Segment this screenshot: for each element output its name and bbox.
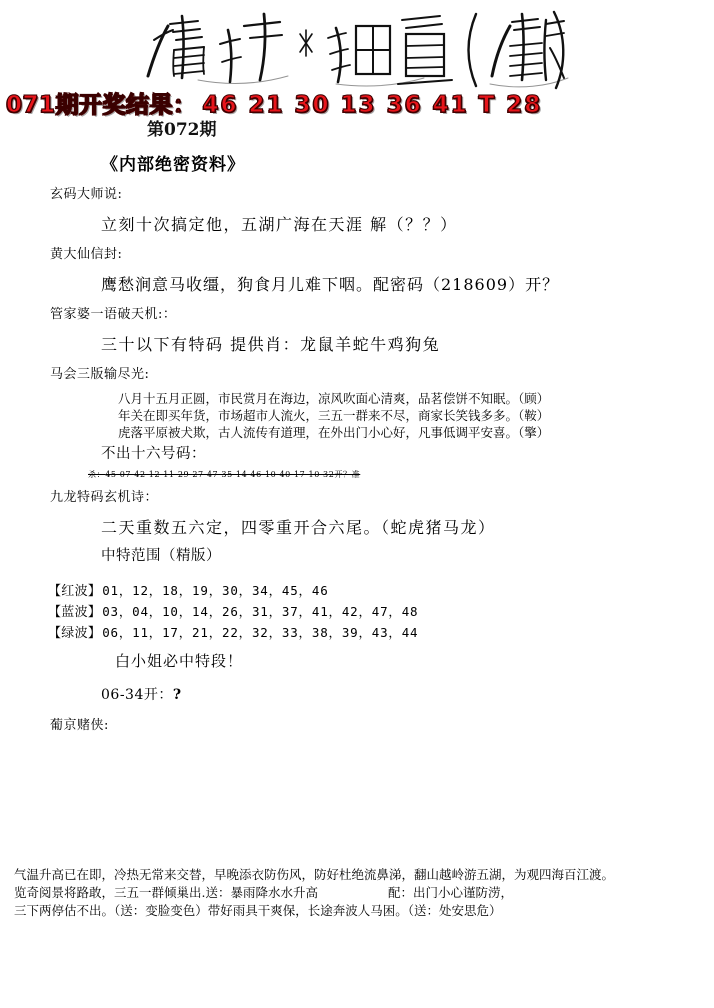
section-verse-jiulong: 二天重数五六定，四零重开合六尾。（蛇虎猪马龙） [101,518,496,537]
logo-calligraphy-icon [140,6,570,92]
footer-line-3: 三下两停估不出。（送：变脸变色）带好雨具干爽保，长途奔波人马困。（送：处安思危） [14,903,502,918]
kill-label: 杀： [88,470,106,479]
open-range-line [101,678,714,712]
section-heading-huangdaxian: 黄大仙信封: [50,247,123,262]
section-verse-xuanma: 立刻十次搞定他，五湖广海在天涯 解（？？） [101,215,458,234]
footer-line-2-wrap [14,884,714,902]
kill-numbers: 45 07 42 12 11 29 27 47 35 14 46 10 40 17 10 32 [105,470,335,479]
wave-row-green [48,623,714,644]
wave-numbers-blue: 03，04，10，14，26，31，37，41，42，47，48 [102,604,419,619]
draw-result-line [6,86,542,119]
footer-line-2-tail: 配：出门小心谨防涝， [387,885,513,900]
section-verse-guanjiapo: 三十以下有特码 提供肖：龙鼠羊蛇牛鸡狗兔 [101,335,441,354]
wave-numbers-green: 06，11，17，21，22，32，33，38，39，43，44 [102,625,419,640]
wave-row-red [48,581,714,602]
footer-line-2: 览奇阅景将路敢，三五一群倾巢出.送：暴雨降水水升高 [14,885,318,900]
jiulong-subtitle: 中特范围（精版） [101,548,221,564]
no-out-heading: 不出十六号码： [101,446,206,462]
footer-paragraph [14,866,714,920]
section-heading-xuanma: 玄码大师说: [50,187,123,202]
open-range-value: ? [172,687,182,703]
footer-line-1: 气温升高已在即，冷热无常来交替，早晚添衣防伤风，防好杜绝流鼻涕，翻山越岭游五湖，为观四海百江渡。 [14,867,615,882]
mahui-line-2: 年关在即买年货，市场超市人流火，三五一群来不尽，商家长笑钱多多。（鞍） [118,408,550,423]
draw-result-numbers: 46 21 30 13 36 41 T 28 [202,92,543,118]
mahui-line-3: 虎落平原被犬欺，古人流传有道理，在外出门小心好，凡事低调平安喜。（擎） [118,425,550,440]
wave-label-blue: 【蓝波】 [48,605,102,620]
site-logo [0,6,714,92]
wave-label-red: 【红波】 [48,584,102,599]
section-heading-pujing: 葡京赌侠: [50,718,109,733]
wave-label-green: 【绿波】 [48,626,102,641]
section-heading-jiulong: 九龙特码玄机诗： [50,490,159,505]
baixiaojie-line: 白小姐必中特段！ [115,652,244,670]
wave-row-blue [48,602,714,623]
issue-number: 第072期 [147,120,217,140]
mahui-line-1: 八月十五月正圆，市民赏月在海边，凉风吹面心清爽，品茗偿饼不知眠。（顾） [118,391,550,406]
section-heading-mahui: 马会三版输尽光: [50,367,150,382]
kill-numbers-line [88,467,714,483]
wave-numbers-red: 01，12，18，19，30，34，45，46 [102,583,329,598]
section-verse-huangdaxian: 鹰愁涧意马收缰，狗食月儿难下咽。配密码（218609）开？ [101,275,560,294]
document-body [0,150,714,740]
document-title: 《内部绝密资料》 [101,155,245,175]
draw-result-prefix: 071期开奖结果： [6,92,197,118]
open-range-label: 06-34开： [101,687,173,703]
kill-tail: 开？准 [334,470,361,479]
section-heading-guanjiapo: 管家婆一语破天机:： [50,307,177,322]
